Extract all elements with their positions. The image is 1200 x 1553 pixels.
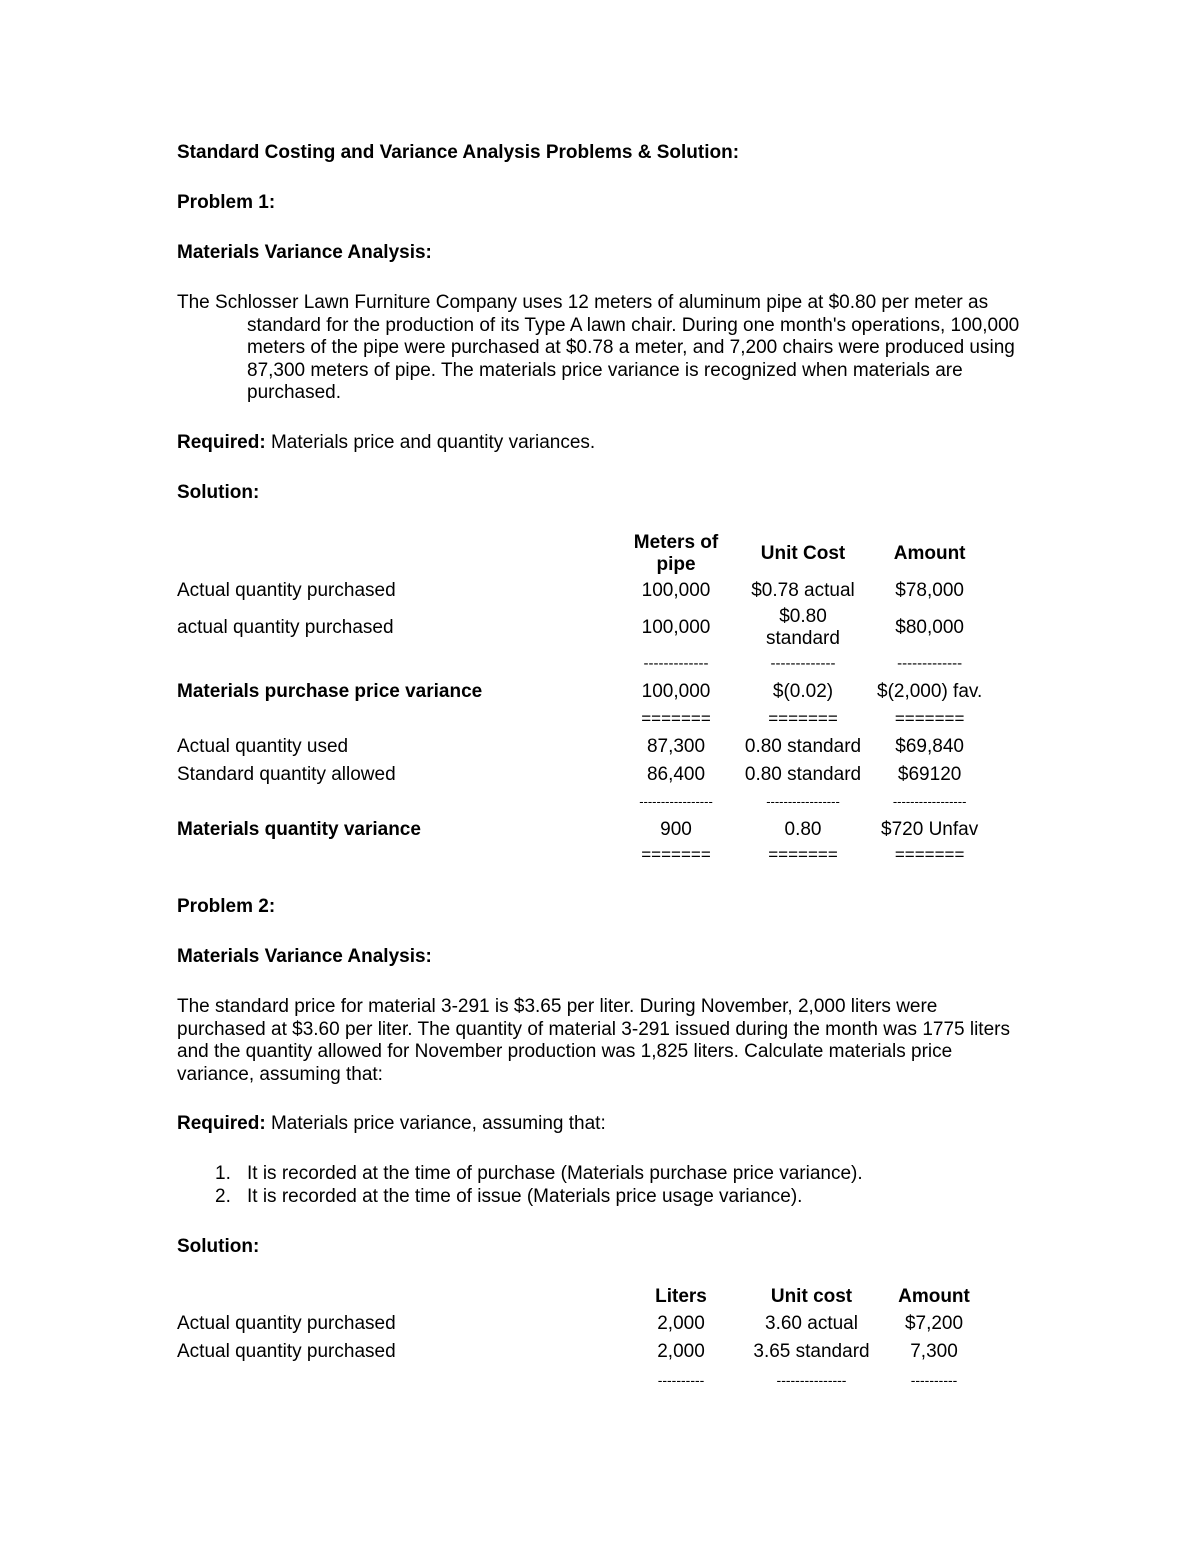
cell-value: $0.80 standard bbox=[766, 605, 840, 649]
table-header-row bbox=[177, 1284, 984, 1310]
separator-double: ======= bbox=[641, 845, 711, 864]
cell-value: $720 Unfav bbox=[881, 818, 979, 840]
table-row bbox=[177, 733, 982, 761]
column-header: Meters of pipe bbox=[633, 531, 719, 575]
cell-value: 86,400 bbox=[646, 763, 706, 785]
separator-row bbox=[177, 1366, 984, 1394]
table-row bbox=[177, 678, 982, 706]
problem-1-heading: Problem 1: bbox=[177, 192, 276, 213]
separator-dash: ------------- bbox=[897, 655, 963, 673]
separator-row bbox=[177, 844, 982, 867]
table-row bbox=[177, 761, 982, 789]
row-label: actual quantity purchased bbox=[177, 616, 394, 638]
required-text: Materials price variance, assuming that: bbox=[265, 1113, 606, 1134]
cell-value: 3.60 actual bbox=[765, 1312, 858, 1334]
separator-double: ======= bbox=[768, 845, 838, 864]
problem-1-subheading: Materials Variance Analysis: bbox=[177, 242, 432, 263]
separator-dash: ----------------- bbox=[892, 794, 967, 810]
row-label: Actual quantity purchased bbox=[177, 1340, 396, 1362]
separator-row bbox=[177, 706, 982, 733]
cell-value: 2,000 bbox=[657, 1340, 705, 1362]
cell-value: $69,840 bbox=[895, 735, 964, 757]
separator-dash: ------------- bbox=[643, 655, 709, 673]
problem-1-table bbox=[177, 531, 982, 867]
problem-2-subheading: Materials Variance Analysis: bbox=[177, 946, 432, 967]
problem-1-required bbox=[177, 432, 595, 455]
row-label: Actual quantity purchased bbox=[177, 579, 396, 601]
cell-value: $7,200 bbox=[904, 1312, 964, 1334]
list-item: 2. It is recorded at the time of issue (Materials price usage variance). bbox=[215, 1185, 803, 1207]
column-header: Unit Cost bbox=[760, 542, 846, 564]
problem-2-required bbox=[177, 1113, 606, 1136]
cell-value: $69120 bbox=[897, 763, 962, 785]
problem-1-text: The Schlosser Lawn Furniture Company uses 12 meters of aluminum pipe at $0.80 per meter as standard for the production of its Type A lawn chair. During one month's operations, 100,000 meters of the pipe were purchased at $0.78 a meter, and 7,200 chairs were produced using 87,300 meters of pipe. The materials price variance is recognized when materials are purchased. bbox=[177, 292, 1020, 403]
separator-row bbox=[177, 651, 982, 678]
cell-value: 3.65 standard bbox=[753, 1340, 870, 1362]
problem-2-text: The standard price for material 3-291 is $3.65 per liter. During November, 2,000 liters were purchased at $3.60 per liter. The quantity of material 3-291 issued during the month was 1775 liters and the quantity allowed for November production was 1,825 liters. Calculate materials price variance, assuming that: bbox=[177, 996, 1010, 1085]
cell-value: 100,000 bbox=[641, 579, 711, 601]
separator-double: ======= bbox=[641, 709, 711, 729]
separator-row bbox=[177, 789, 982, 816]
cell-value: 0.80 standard bbox=[744, 735, 862, 757]
table-row bbox=[177, 605, 982, 651]
separator-double: ======= bbox=[894, 845, 965, 864]
required-label: Required: bbox=[177, 432, 266, 453]
row-label: Actual quantity purchased bbox=[177, 1312, 396, 1334]
problem-1-solution-label: Solution: bbox=[177, 482, 260, 503]
cell-value: 900 bbox=[660, 818, 692, 840]
row-label: Materials quantity variance bbox=[177, 818, 421, 840]
required-text: Materials price and quantity variances. bbox=[265, 432, 596, 453]
row-label: Standard quantity allowed bbox=[177, 763, 396, 785]
separator-double: ======= bbox=[894, 709, 965, 729]
cell-value: $0.78 actual bbox=[751, 579, 855, 601]
cell-value: $(0.02) bbox=[772, 680, 834, 702]
cell-value: $80,000 bbox=[895, 616, 964, 638]
separator-dash: --------------- bbox=[776, 1371, 847, 1388]
problem-2-table bbox=[177, 1284, 984, 1394]
column-header: Liters bbox=[655, 1285, 707, 1307]
row-label: Actual quantity used bbox=[177, 735, 349, 757]
separator-dash: ---------- bbox=[910, 1371, 958, 1388]
cell-value: 87,300 bbox=[646, 735, 706, 757]
cell-value: 100,000 bbox=[641, 616, 711, 638]
cell-value: 7,300 bbox=[910, 1340, 958, 1362]
table-row bbox=[177, 1338, 984, 1366]
column-header: Unit cost bbox=[770, 1285, 853, 1307]
separator-dash: ----------------- bbox=[639, 794, 713, 810]
separator-dash: ---------- bbox=[657, 1371, 705, 1388]
table-row bbox=[177, 816, 982, 844]
problem-2-heading: Problem 2: bbox=[177, 896, 276, 917]
cell-value: 0.80 standard bbox=[744, 763, 862, 785]
table-row bbox=[177, 1310, 984, 1338]
list-item: 1. It is recorded at the time of purchase (Materials purchase price variance). bbox=[215, 1163, 863, 1184]
cell-value: $78,000 bbox=[895, 579, 964, 601]
cell-value: 0.80 bbox=[784, 818, 822, 840]
separator-dash: ----------------- bbox=[766, 794, 840, 810]
cell-value: 2,000 bbox=[657, 1312, 705, 1334]
row-label: Materials purchase price variance bbox=[177, 680, 483, 702]
column-header: Amount bbox=[893, 542, 966, 564]
problem-2-list bbox=[177, 1163, 863, 1208]
document-title: Standard Costing and Variance Analysis Problems & Solution: bbox=[177, 142, 740, 163]
table-row bbox=[177, 577, 982, 605]
required-label: Required: bbox=[177, 1113, 266, 1134]
separator-double: ======= bbox=[768, 709, 838, 729]
column-header: Amount bbox=[898, 1285, 970, 1307]
cell-value: $(2,000) fav. bbox=[877, 680, 983, 702]
problem-2-solution-label: Solution: bbox=[177, 1236, 260, 1257]
cell-value: 100,000 bbox=[641, 680, 711, 702]
table-header-row bbox=[177, 531, 982, 577]
separator-dash: ------------- bbox=[770, 655, 836, 673]
